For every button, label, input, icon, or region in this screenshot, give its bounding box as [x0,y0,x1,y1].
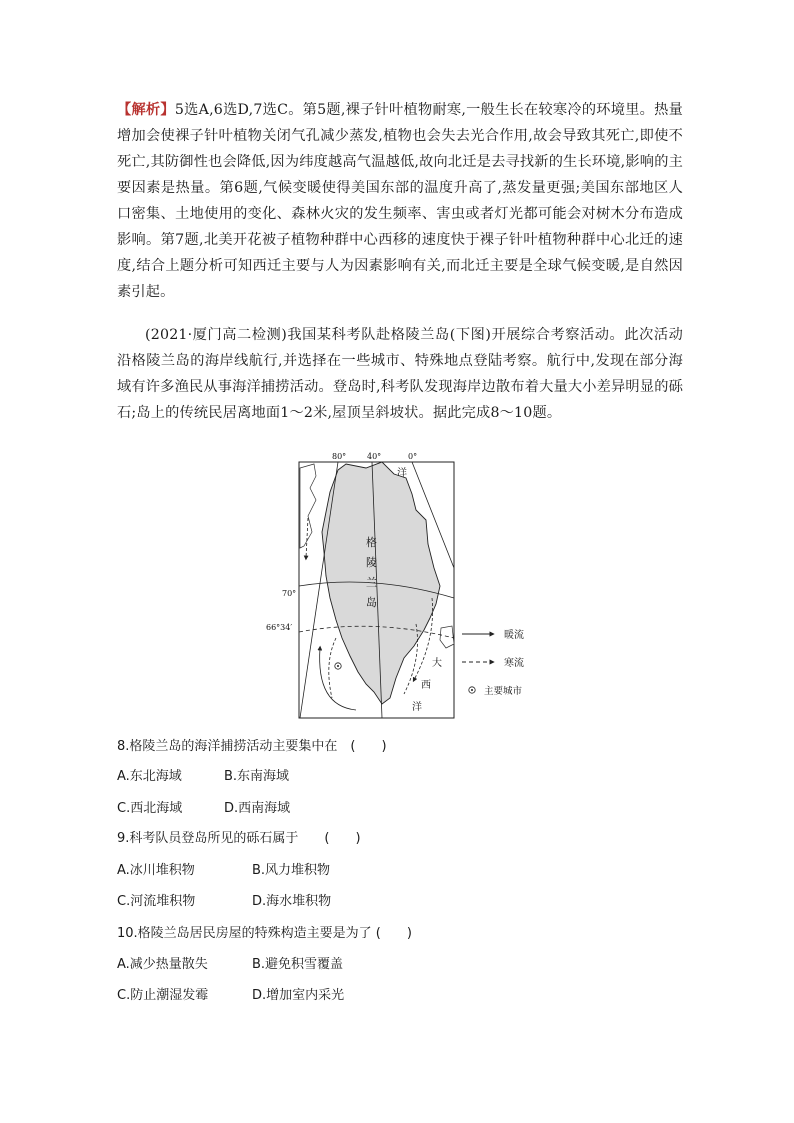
analysis-paragraph [117,97,683,305]
ocean-north-3: 洋 [397,468,407,479]
question-10-option-a[interactable]: A.减少热量散失 [117,957,208,972]
question-8-option-c[interactable]: C.西北海域 [117,801,183,816]
ocean-atlantic-1: 大 [432,658,442,669]
question-8-option-b[interactable]: B.东南海域 [224,769,290,784]
island-name-4: 岛 [366,596,377,609]
analysis-tag: 【解析】 [117,102,175,118]
lat-arctic-label: 66°34′ [266,623,293,632]
island-name-1: 格 [366,536,377,549]
lon-0-label: 0° [408,452,418,461]
legend-warm-label: 暖流 [504,630,524,641]
question-intro [117,322,683,426]
question-9-option-b[interactable]: B.风力堆积物 [252,863,331,878]
question-10-option-c[interactable]: C.防止潮湿发霉 [117,988,209,1003]
question-9-option-d[interactable]: D.海水堆积物 [252,894,332,909]
lon-40-label: 40° [367,452,382,461]
question-10-stem: 10.格陵兰岛居民房屋的特殊构造主要是为了 ( ) [117,926,412,941]
island-name-3: 兰 [366,576,377,589]
question-10-option-b[interactable]: B.避免积雪覆盖 [252,957,344,972]
intro-text: (2021·厦门高二检测)我国某科考队赴格陵兰岛(下图)开展综合考察活动。此次活动沿格陵兰岛的海岸线航行,并选择在一些城市、特殊地点登陆考察。航行中,发现在部分海域有许多渔民从事海洋捕捞活动。登岛时,科考队发现海岸边散布着大量大小差异明显的砾石;岛上的传统民居离地面1～2米,屋顶呈斜坡状。据此完成8～10题。 [117,327,683,421]
map-legend [460,624,570,698]
ocean-atlantic-3: 洋 [412,702,422,713]
analysis-text: 5选A,6选D,7选C。第5题,裸子针叶植物耐寒,一般生长在较寒冷的环境里。热量增加会使裸子针叶植物关闭气孔减少蒸发,植物也会失去光合作用,故会导致其死亡,即使不死亡,其防御性也会降低,因为纬度越高气温越低,故向北迁是去寻找新的生长环境,影响的主要因素是热量。第6题,气候变暖使得美国东部的温度升高了,蒸发量更强;美国东部地区人口密集、土地使用的变化、森林火灾的发生频率、害虫或者灯光都可能会对树木分布造成影响。第7题,北美开花被子植物种群中心西移的速度快于裸子针叶植物种群中心北迁的速度,结合上题分析可知西迁主要与人为因素影响有关,而北迁主要是全球气候变暖,是自然因素引起。 [117,102,683,300]
island-name-2: 陵 [366,556,377,569]
question-9-option-c[interactable]: C.河流堆积物 [117,894,196,909]
question-8-stem: 8.格陵兰岛的海洋捕捞活动主要集中在 ( ) [117,739,387,754]
legend-cold-label: 寒流 [504,658,524,669]
lat-70-label: 70° [282,589,297,598]
question-10-option-d[interactable]: D.增加室内采光 [252,988,345,1003]
city-marker-dot [337,665,339,667]
legend-city-label: 主要城市 [484,686,523,697]
lon-80-label: 80° [332,452,347,461]
ocean-atlantic-2: 西 [421,680,431,691]
question-9-option-a[interactable]: A.冰川堆积物 [117,863,195,878]
question-8-option-a[interactable]: A.东北海域 [117,769,182,784]
question-8-option-d[interactable]: D.西南海域 [224,801,291,816]
question-9-stem: 9.科考队员登岛所见的砾石属于 ( ) [117,831,361,846]
greenland-map [266,448,456,720]
legend-city-dot [471,689,473,691]
